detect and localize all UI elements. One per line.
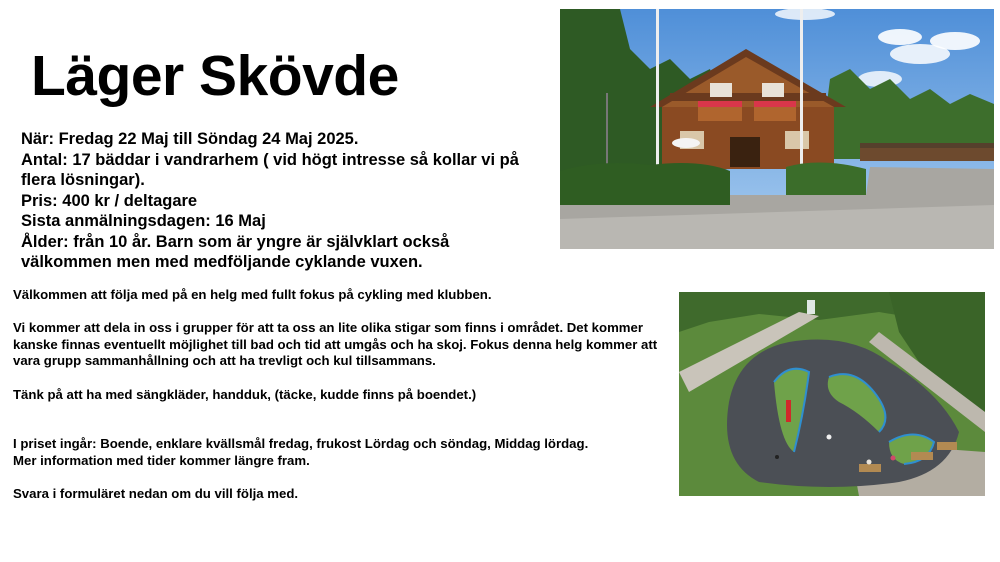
page-title: Läger Skövde xyxy=(31,44,399,108)
groups-paragraph: Vi kommer att dela in oss i grupper för att ta oss an lite olika stigar som finns i området. Det kommer kanske finnas eventuellt möjlighet till bad och tid att umgås och ha skoj. Fokus denna helg kommer att vara grupp sammanhållning och att ha trevligt och kul tillsammans. xyxy=(13,320,658,369)
bring-paragraph: Tänk på att ha med sängkläder, handduk, (täcke, kudde finns på boendet.) xyxy=(13,386,477,402)
detail-date: När: Fredag 22 Maj till Söndag 24 Maj 2025. xyxy=(21,130,359,148)
included-paragraph: I priset ingår: Boende, enklare kvällsmål fredag, frukost Lördag och söndag, Middag lördag. xyxy=(13,436,589,452)
detail-age: Ålder: från 10 år. Barn som är yngre är självklart också välkommen men med medföljande cyklande vuxen. xyxy=(21,232,450,271)
detail-deadline: Sista anmälningsdagen: 16 Maj xyxy=(21,212,266,230)
intro-paragraph: Välkommen att följa med på en helg med fullt fokus på cykling med klubben. xyxy=(13,287,492,302)
detail-price: Pris: 400 kr / deltagare xyxy=(21,191,198,210)
more-info-paragraph: Mer information med tider kommer längre fram. xyxy=(13,452,310,468)
pumptrack-photo xyxy=(679,292,985,496)
body-text xyxy=(13,287,673,503)
detail-beds: Antal: 17 bäddar i vandrarhem ( vid högt intresse så kollar vi på flera lösningar). xyxy=(21,150,519,189)
event-details xyxy=(21,129,541,273)
reply-paragraph: Svara i formuläret nedan om du vill följa med. xyxy=(13,485,299,501)
lodge-photo xyxy=(560,9,994,249)
